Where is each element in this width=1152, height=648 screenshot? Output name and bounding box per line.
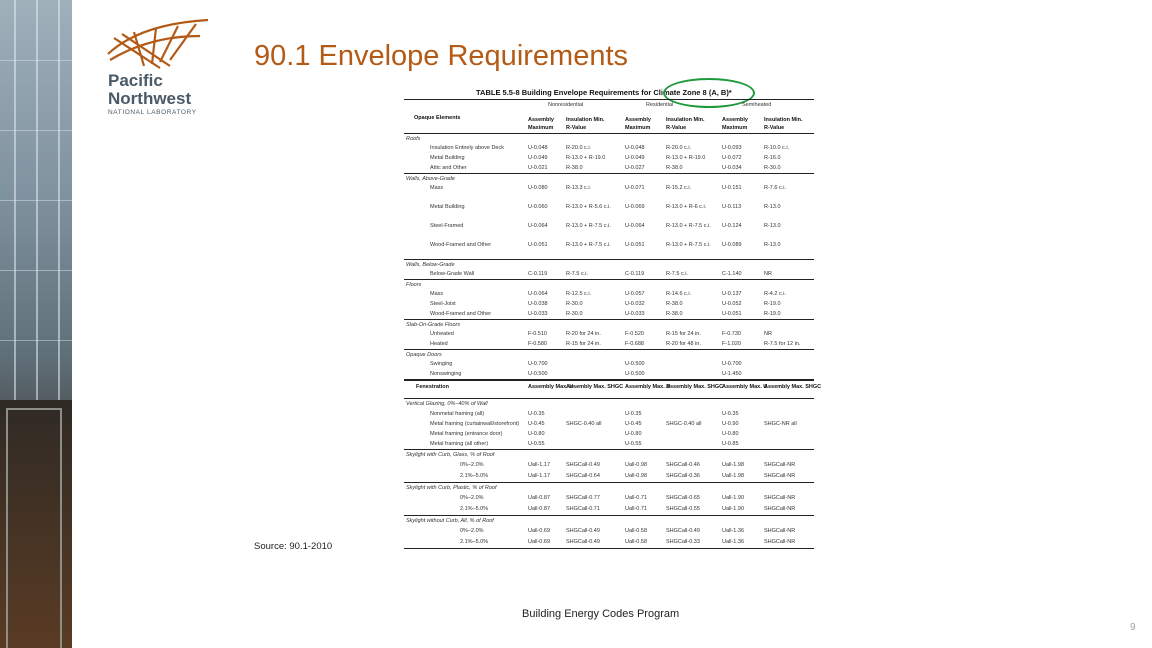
source-note: Source: 90.1-2010 bbox=[254, 541, 333, 552]
column-header: Assembly Max. SHGC bbox=[666, 384, 724, 390]
table-cell: Uall-0.87 bbox=[528, 495, 551, 501]
opaque-elements-header: Opaque Elements bbox=[414, 115, 461, 121]
table-rule bbox=[404, 99, 814, 100]
table-rule bbox=[404, 548, 814, 549]
row-label: Steel-Framed bbox=[430, 223, 464, 229]
table-cell: SHGCall-0.64 bbox=[566, 473, 600, 479]
section-heading: Skylight without Curb, All, % of Roof bbox=[406, 518, 494, 524]
column-header: Assembly bbox=[528, 117, 554, 123]
section-heading: Walls, Above-Grade bbox=[406, 176, 455, 182]
table-cell: F-1.020 bbox=[722, 341, 741, 347]
table-cell: R-38.0 bbox=[666, 311, 683, 317]
table-cell: SHGCall-0.49 bbox=[666, 528, 700, 534]
row-label: 0%–2.0% bbox=[460, 462, 484, 468]
table-cell: SHGCall-0.33 bbox=[666, 539, 700, 545]
table-cell: U-0.051 bbox=[528, 242, 548, 248]
section-heading: Skylight with Curb, Plastic, % of Roof bbox=[406, 485, 497, 491]
table-cell: NR bbox=[764, 271, 772, 277]
table-cell: U-0.072 bbox=[722, 155, 742, 161]
table-cell: R-7.5 c.i. bbox=[666, 271, 689, 277]
table-cell: U-0.034 bbox=[722, 165, 742, 171]
column-header: Assembly Max. U bbox=[528, 384, 574, 390]
table-cell: R-13.0 + R-7.5 c.i. bbox=[666, 242, 711, 248]
table-cell: Uall-1.17 bbox=[528, 462, 551, 468]
table-cell: SHGC-0.40 all bbox=[566, 421, 602, 427]
table-cell: U-0.064 bbox=[625, 223, 645, 229]
row-label: Metal framing (curtainwall/storefront) bbox=[430, 421, 520, 427]
column-header: Assembly Max. SHGC bbox=[764, 384, 822, 390]
logo-text-northwest: Northwest bbox=[108, 89, 192, 108]
table-cell: Uall-0.69 bbox=[528, 539, 551, 545]
table-rule bbox=[404, 482, 814, 483]
section-heading: Floors bbox=[406, 282, 422, 288]
table-cell: U-0.500 bbox=[625, 361, 645, 367]
table-cell: Uall-1.36 bbox=[722, 528, 745, 534]
table-cell: R-13.0 bbox=[764, 204, 781, 210]
table-cell: Uall-0.98 bbox=[625, 473, 648, 479]
group-header: Residential bbox=[646, 102, 674, 108]
table-cell: Uall-0.87 bbox=[528, 506, 551, 512]
table-cell: U-0.069 bbox=[625, 204, 645, 210]
table-cell: R-13.0 + R-19.0 bbox=[666, 155, 706, 161]
table-cell: U-0.064 bbox=[528, 223, 548, 229]
table-cell: R-15.2 c.i. bbox=[666, 185, 692, 191]
table-cell: U-0.071 bbox=[625, 185, 645, 191]
table-cell: SHGCall-0.65 bbox=[666, 495, 700, 501]
table-cell: SHGCall-NR bbox=[764, 539, 796, 545]
table-cell: U-0.048 bbox=[528, 145, 548, 151]
column-header: Maximum bbox=[528, 125, 554, 131]
table-rule bbox=[404, 173, 814, 174]
section-heading: Roofs bbox=[406, 136, 421, 142]
footer-program-name: Building Energy Codes Program bbox=[522, 608, 680, 620]
row-label: 0%–2.0% bbox=[460, 528, 484, 534]
table-cell: SHGCall-0.36 bbox=[666, 473, 700, 479]
column-header: Insulation Min. bbox=[666, 117, 705, 123]
row-label: Attic and Other bbox=[430, 165, 467, 171]
table-cell: U-0.021 bbox=[528, 165, 548, 171]
table-cell: R-20.0 c.i. bbox=[566, 145, 592, 151]
table-cell: U-0.038 bbox=[528, 301, 548, 307]
table-cell: Uall-1.90 bbox=[722, 495, 745, 501]
table-cell: R-20.0 c.i. bbox=[666, 145, 692, 151]
table-cell: R-30.0 bbox=[566, 311, 583, 317]
row-label: Nonswinging bbox=[430, 371, 462, 377]
table-cell: U-0.35 bbox=[722, 411, 739, 417]
table-rule bbox=[404, 133, 814, 134]
fenestration-header: Fenestration bbox=[416, 384, 450, 390]
column-header: Assembly bbox=[722, 117, 748, 123]
table-cell: U-0.049 bbox=[625, 155, 645, 161]
table-cell: Uall-0.58 bbox=[625, 528, 648, 534]
table-cell: SHGCall-0.49 bbox=[566, 539, 600, 545]
table-cell: F-0.520 bbox=[625, 331, 644, 337]
row-label: Heated bbox=[430, 341, 448, 347]
table-cell: U-0.45 bbox=[528, 421, 545, 427]
logo-text-national-laboratory: NATIONAL LABORATORY bbox=[108, 109, 197, 116]
column-header: R-Value bbox=[566, 125, 587, 131]
table-cell: U-0.55 bbox=[528, 441, 545, 447]
section-heading: Opaque Doors bbox=[406, 352, 442, 358]
column-header: R-Value bbox=[764, 125, 785, 131]
table-cell: R-7.5 c.i. bbox=[566, 271, 589, 277]
table-cell: Uall-0.58 bbox=[625, 539, 648, 545]
table-cell: SHGCall-0.55 bbox=[666, 506, 700, 512]
table-cell: U-1.450 bbox=[722, 371, 742, 377]
building-photo bbox=[0, 0, 72, 648]
table-cell: U-0.45 bbox=[625, 421, 642, 427]
table-cell: NR bbox=[764, 331, 772, 337]
table-cell: U-0.052 bbox=[722, 301, 742, 307]
table-cell: R-19.0 bbox=[764, 301, 781, 307]
table-cell: R-13.0 + R-19.0 bbox=[566, 155, 606, 161]
column-header: Maximum bbox=[722, 125, 748, 131]
table-cell: C-0.119 bbox=[625, 271, 645, 277]
table-cell: U-0.80 bbox=[625, 431, 642, 437]
table-cell: R-4.2 c.i. bbox=[764, 291, 787, 297]
table-cell: F-0.510 bbox=[528, 331, 547, 337]
table-cell: U-0.35 bbox=[528, 411, 545, 417]
table-cell: R-13.3 c.i. bbox=[566, 185, 592, 191]
table-cell: U-0.051 bbox=[625, 242, 645, 248]
table-cell: U-0.500 bbox=[528, 371, 548, 377]
row-label: Nonmetal framing (all) bbox=[430, 411, 485, 417]
table-cell: R-14.6 c.i. bbox=[666, 291, 692, 297]
table-cell: R-38.0 bbox=[666, 165, 683, 171]
table-cell: U-0.049 bbox=[528, 155, 548, 161]
table-cell: SHGCall-NR bbox=[764, 506, 796, 512]
table-cell: U-0.027 bbox=[625, 165, 645, 171]
table-cell: SHGCall-0.77 bbox=[566, 495, 600, 501]
table-cell: U-0.033 bbox=[528, 311, 548, 317]
table-cell: U-0.137 bbox=[722, 291, 742, 297]
table-cell: U-0.35 bbox=[625, 411, 642, 417]
table-cell: R-38.0 bbox=[666, 301, 683, 307]
table-cell: Uall-1.98 bbox=[722, 462, 745, 468]
table-cell: U-0.85 bbox=[722, 441, 739, 447]
table-cell: C-0.119 bbox=[528, 271, 548, 277]
table-cell: F-0.580 bbox=[528, 341, 547, 347]
table-cell: SHGCall-NR bbox=[764, 528, 796, 534]
row-label: Wood-Framed and Other bbox=[430, 242, 492, 248]
table-cell: R-30.0 bbox=[566, 301, 583, 307]
table-caption: TABLE 5.5-8 Building Envelope Requirements for Climate Zone 8 (A, B)* bbox=[476, 88, 732, 97]
table-cell: Uall-1.17 bbox=[528, 473, 551, 479]
section-heading: Slab-On-Grade Floors bbox=[406, 322, 461, 328]
row-label: Below-Grade Wall bbox=[430, 271, 475, 277]
row-label: 2.1%–5.0% bbox=[460, 506, 489, 512]
row-label: Insulation Entirely above Deck bbox=[430, 145, 504, 151]
table-cell: U-0.80 bbox=[722, 431, 739, 437]
row-label: Metal Building bbox=[430, 155, 465, 161]
table-cell: R-15 for 24 in. bbox=[566, 341, 601, 347]
column-header: Insulation Min. bbox=[764, 117, 803, 123]
section-heading: Skylight with Curb, Glass, % of Roof bbox=[406, 452, 495, 458]
table-cell: SHGCall-NR bbox=[764, 473, 796, 479]
table-cell: U-0.093 bbox=[722, 145, 742, 151]
table-cell: SHGCall-0.71 bbox=[566, 506, 600, 512]
table-cell: F-0.688 bbox=[625, 341, 644, 347]
table-cell: R-13.0 bbox=[764, 242, 781, 248]
table-cell: R-30.0 bbox=[764, 165, 781, 171]
table-cell: U-0.064 bbox=[528, 291, 548, 297]
row-label: Metal framing (all other) bbox=[430, 441, 489, 447]
table-rule bbox=[404, 319, 814, 320]
table-cell: SHGCall-0.49 bbox=[566, 528, 600, 534]
table-cell: SHGCall-NR bbox=[764, 495, 796, 501]
table-cell: U-0.90 bbox=[722, 421, 739, 427]
table-cell: R-16.0 bbox=[764, 155, 781, 161]
table-cell: U-0.048 bbox=[625, 145, 645, 151]
column-header: Assembly Max. U bbox=[722, 384, 768, 390]
page-number: 9 bbox=[1130, 622, 1136, 633]
row-label: Swinging bbox=[430, 361, 453, 367]
table-cell: U-0.151 bbox=[722, 185, 742, 191]
table-cell: R-13.0 + R-7.5 c.i. bbox=[566, 223, 611, 229]
column-header: Maximum bbox=[625, 125, 651, 131]
table-cell: U-0.700 bbox=[528, 361, 548, 367]
table-cell: Uall-0.71 bbox=[625, 495, 648, 501]
table-cell: U-0.051 bbox=[722, 311, 742, 317]
table-rule bbox=[404, 449, 814, 450]
table-cell: R-13.0 + R-6 c.i. bbox=[666, 204, 707, 210]
table-cell: U-0.113 bbox=[722, 204, 742, 210]
table-cell: U-0.80 bbox=[528, 431, 545, 437]
table-cell: U-0.500 bbox=[625, 371, 645, 377]
table-cell: R-38.0 bbox=[566, 165, 583, 171]
row-label: Metal framing (entrance door) bbox=[430, 431, 503, 437]
table-cell: R-15 for 24 in. bbox=[666, 331, 701, 337]
table-cell: R-13.0 + R-5.6 c.i. bbox=[566, 204, 611, 210]
logo-text-pacific: Pacific bbox=[108, 71, 163, 90]
row-label: 2.1%–5.0% bbox=[460, 539, 489, 545]
row-label: Unheated bbox=[430, 331, 454, 337]
table-cell: SHGCall-NR bbox=[764, 462, 796, 468]
row-label: 2.1%–5.0% bbox=[460, 473, 489, 479]
table-cell: Uall-0.69 bbox=[528, 528, 551, 534]
table-cell: R-13.0 + R-7.5 c.i. bbox=[566, 242, 611, 248]
row-label: Metal Building bbox=[430, 204, 465, 210]
table-cell: U-0.033 bbox=[625, 311, 645, 317]
table-rule bbox=[404, 279, 814, 280]
table-cell: U-0.057 bbox=[625, 291, 645, 297]
table-cell: R-13.0 + R-7.5 c.i. bbox=[666, 223, 711, 229]
table-cell: Uall-0.98 bbox=[625, 462, 648, 468]
table-cell: SHGC-0.40 all bbox=[666, 421, 702, 427]
table-cell: Uall-1.98 bbox=[722, 473, 745, 479]
table-cell: R-7.5 for 12 in. bbox=[764, 341, 801, 347]
table-cell: C-1.140 bbox=[722, 271, 742, 277]
section-heading: Walls, Below-Grade bbox=[406, 262, 455, 268]
row-label: Mass bbox=[430, 185, 444, 191]
table-cell: R-7.6 c.i. bbox=[764, 185, 787, 191]
table-cell: R-19.0 bbox=[764, 311, 781, 317]
table-rule bbox=[404, 259, 814, 260]
table-rule bbox=[404, 398, 814, 399]
column-header: R-Value bbox=[666, 125, 687, 131]
table-rule bbox=[404, 515, 814, 516]
row-label: Wood-Framed and Other bbox=[430, 311, 492, 317]
row-label: Steel-Joist bbox=[430, 301, 456, 307]
row-label: Mass bbox=[430, 291, 444, 297]
group-header: Semiheated bbox=[742, 102, 772, 108]
table-cell: U-0.089 bbox=[722, 242, 742, 248]
slide-title: 90.1 Envelope Requirements bbox=[254, 40, 629, 72]
table-cell: U-0.700 bbox=[722, 361, 742, 367]
table-cell: R-20 for 48 in. bbox=[666, 341, 701, 347]
table-cell: F-0.730 bbox=[722, 331, 741, 337]
table-cell: R-13.0 bbox=[764, 223, 781, 229]
table-cell: U-0.060 bbox=[528, 204, 548, 210]
section-heading: Vertical Glazing, 0%–40% of Wall bbox=[406, 401, 488, 407]
table-cell: SHGC-NR all bbox=[764, 421, 797, 427]
column-header: Assembly bbox=[625, 117, 651, 123]
table-cell: U-0.55 bbox=[625, 441, 642, 447]
table-cell: U-0.080 bbox=[528, 185, 548, 191]
table-cell: U-0.124 bbox=[722, 223, 742, 229]
table-cell: Uall-0.71 bbox=[625, 506, 648, 512]
column-header: Insulation Min. bbox=[566, 117, 605, 123]
column-header: Assembly Max. SHGC bbox=[566, 384, 624, 390]
table-cell: R-12.5 c.i. bbox=[566, 291, 592, 297]
table-cell: R-20 for 24 in. bbox=[566, 331, 601, 337]
column-header: Assembly Max. U bbox=[625, 384, 671, 390]
table-cell: SHGCall-0.49 bbox=[566, 462, 600, 468]
table-cell: R-10.0 c.i. bbox=[764, 145, 790, 151]
group-header: Nonresidential bbox=[548, 102, 584, 108]
table-rule bbox=[404, 380, 814, 381]
row-label: 0%–2.0% bbox=[460, 495, 484, 501]
table-cell: Uall-1.90 bbox=[722, 506, 745, 512]
table-cell: SHGCall-0.46 bbox=[666, 462, 700, 468]
table-cell: U-0.032 bbox=[625, 301, 645, 307]
table-cell: Uall-1.36 bbox=[722, 539, 745, 545]
table-rule bbox=[404, 349, 814, 350]
